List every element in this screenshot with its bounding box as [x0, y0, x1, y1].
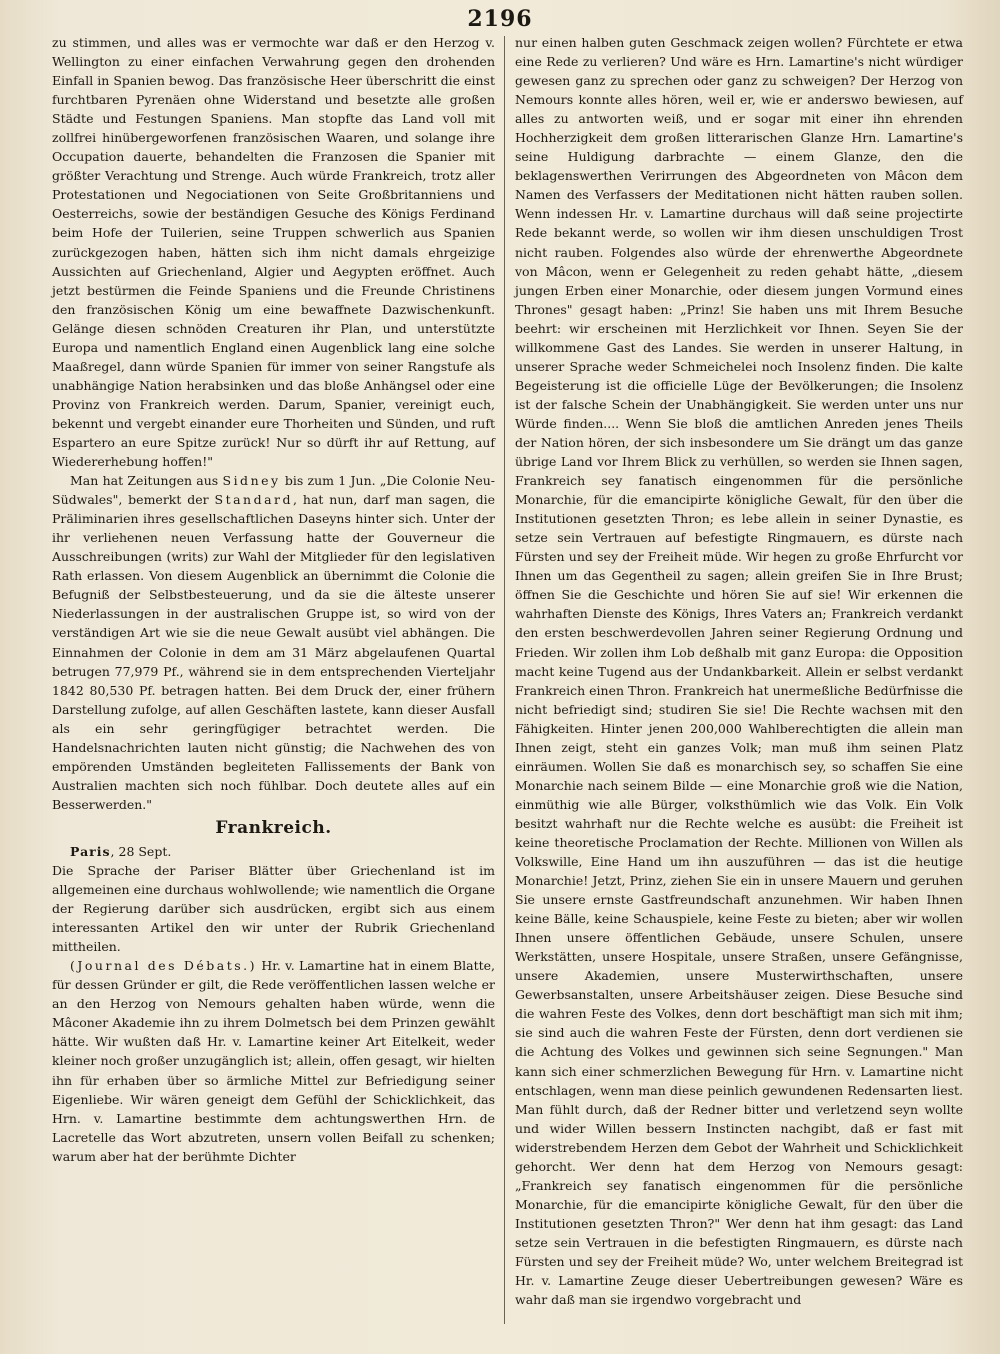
column-divider	[504, 36, 505, 1324]
sydney-intro: Man hat Zeitungen aus	[70, 473, 223, 489]
dateline-place: Paris	[70, 843, 111, 859]
source-standard: Standard	[214, 492, 294, 508]
section-heading-frankreich: Frankreich.	[215, 817, 332, 838]
dateline-date: , 28 Sept.	[110, 843, 172, 859]
sydney-body: , hat nun, darf man sagen, die Präliminarien ihres gesellschaftlichen Daseyns hinter sich. Unter der ihr verliehenen neuen Verfassung hatte der Gouverneur die Ausschreibungen (writs) zur Wahl der Mitglieder für den legislativen Rath erlassen. Von diesem Augenblick an übernimmt die Colonie die Befugniß der Selbstbesteuerung, und da sie die älteste unserer Niederlassungen in der australischen Gruppe ist, so wird von der verständigen Art wie sie die neue Gewalt ausübt viel abhängen. Die Einnahmen der Colonie in dem am 31 März abgelaufenen Quartal betrugen 77,979 Pf., während sie in dem entsprechenden Vierteljahr 1842 80,530 Pf. betragen hatten. Bei dem Druck der, einer frühern Darstellung zufolge, auf allen Geschäften lastete, kann dieser Ausfall als ein sehr geringfügiger betrachtet werden. Die Handelsnachrichten lauten nicht günstig; die Nachwehen des von empörenden Umständen begleiteten Fallissements der Bank von Australien machten sich noch fühlbar. Doch deutete alles auf ein Besserwerden."	[52, 492, 495, 812]
source-journal-des-debats: (Journal des Débats.)	[70, 958, 258, 974]
article-greece-press: Die Sprache der Pariser Blätter über Griechenland ist im allgemeinen eine durchaus wohlwollende; wie namentlich die Organe der Regierung darüber sich ausdrücken, ergibt sich aus einem interessanten Artikel den wir unter der Rubrik Griechenland mittheilen.	[52, 863, 495, 955]
page-number: 2196	[467, 6, 533, 32]
article-sydney	[52, 471, 495, 814]
right-column	[515, 33, 963, 1326]
article-lamartine-continued: nur einen halben guten Geschmack zeigen wollen? Fürchtete er etwa eine Rede zu verlieren? Und wäre es Hrn. Lamartine's nicht würdiger gewesen ganz zu sprechen oder ganz zu schweigen? Der Herzog von Nemours konnte alles hören, weil er, wie er anderswo bewiesen, auf alles zu antworten weiß, und er sogar mit einer ihn ehrenden Hochherzigkeit dem großen litterarischen Glanze Hrn. Lamartine's seine Huldigung darbrachte — einem Glanze, den die beklagenswerthen Verirrungen des Abgeordneten von Mâcon dem Namen des Verfassers der Meditationen nicht hätten rauben sollen. Wenn indessen Hr. v. Lamartine durchaus will daß seine projectirte Rede bekannt werde, so wollen wir ihm diesen unschuldigen Trost nicht rauben. Folgendes also würde der ehrenwerthe Abgeordnete von Mâcon, wenn er Gelegenheit zu reden gehabt hätte, „diesem jungen Erben einer Monarchie, oder diesem jungen Vormund eines Thrones" gesagt haben: „Prinz! Sie haben uns mit Ihrem Besuche beehrt: wir erscheinen mit Herzlichkeit vor Ihnen. Seyen Sie der willkommene Gast des Landes. Sie werden in unserer Haltung, in unserer Sprache weder Schmeichelei noch Insolenz finden. Die kalte Begeisterung ist die officielle Lüge der Bevölkerungen; die Insolenz ist der falsche Schein der Unabhängigkeit. Sie werden unter uns nur Würde finden.... Wenn Sie bloß die amtlichen Anreden jenes Theils der Nation hören, der sich insbesondere um Sie drängt um das ganze übrige Land vor Ihrem Blick zu verhüllen, so werden sie Ihnen sagen, Frankreich sey fanatisch eingenommen für die persönliche Monarchie, für die emancipirte königliche Gewalt, für den über die Institutionen gesetzten Thron; es lebe allein in seiner Dynastie, es setze sein Vertrauen auf befestigte Ringmauern, es dürste nach Fürsten und sey der Freiheit müde. Wir hegen zu große Ehrfurcht vor Ihnen um das Gegentheil zu sagen; allein greifen Sie in Ihre Brust; öffnen Sie die Geschichte und hören Sie auf sie! Wir erkennen die wahrhaften Dienste des Königs, Ihres Vaters an; Frankreich verdankt den ersten beschwerdevollen Jahren seiner Regierung Ordnung und Frieden. Wir zollen ihm Lob deßhalb mit ganz Europa: die Opposition macht keine Tugend aus der Undankbarkeit. Allein er selbst verdankt Frankreich einen Thron. Frankreich hat unermeßliche Bedürfnisse die nicht befriedigt sind; studiren Sie sie! Die Rechte wachsen mit den Fähigkeiten. Hinter jenen 200,000 Wahlberechtigten die allein man Ihnen zeigt, steht ein ganzes Volk; man muß ihm seinen Platz einräumen. Wollen Sie daß es monarchisch sey, so schaffen Sie eine Monarchie nach seinem Bilde — eine Monarchie groß wie die Nation, einmüthig wie alle Bürger, volksthümlich wie das Volk. Ein Volk besitzt wahrhaft nur die Rechte welche es ausübt: die Freiheit ist keine theoretische Proclamation der Rechte. Millionen von Willen als Volkswille, Eine Hand um ihn auszuführen — das ist die heutige Monarchie! Jetzt, Prinz, ziehen Sie ein in unsere Mauern und geruhen Sie unsere ernste Gastfreundschaft anzunehmen. Wir haben Ihnen keine Bälle, keine Schauspiele, keine Feste zu bieten; aber wir wollen Ihnen unsere öffentlichen Gebäude, unsere Schulen, unsere Werkstätten, unsere Hospitale, unsere Straßen, unsere Gefängnisse, unsere Akademien, unsere Musterwirthschaften, unsere Gewerbsanstalten, unsere Arbeitshäuser zeigen. Diese Besuche sind die wahren Feste des Volkes, denn dort beschäftigt man sich mit ihm; sie sind auch die wahren Feste der Fürsten, denn dort verdienen sie die Achtung des Volkes und gewinnen sich seine Segnungen." Man kann sich einer schmerzlichen Bewegung für Hrn. v. Lamartine nicht entschlagen, wenn man diese peinlich gewundenen Redensarten liest. Man fühlt durch, daß der Redner bitter und verletzend seyn wollte und wider Willen bessern Instincten nachgibt, daß er fast mit widerstrebendem Herzen dem Gebot der Wahrheit und Schicklichkeit gehorcht. Wer denn hat dem Herzog von Nemours gesagt: „Frankreich sey fanatisch eingenommen für die persönliche Monarchie, für die emancipirte königliche Gewalt, für den über die Institutionen gesetzten Thron?" Wer denn hat ihm gesagt: das Land setze sein Vertrauen in die befestigten Ringmauern, es dürste nach Fürsten und sey der Freiheit müde? Wo, unter welchem Breitegrad ist Hr. v. Lamartine Zeuge dieser Uebertreibungen gewesen? Wäre es wahr daß man sie irgendwo vorgebracht und	[515, 35, 963, 1308]
article-lamartine	[52, 956, 495, 1166]
place-sidney: Sidney	[222, 473, 281, 489]
lamartine-body: Hr. v. Lamartine hat in einem Blatte, für dessen Gründer er gilt, die Rede veröffentlichen lassen welche er an den Herzog von Nemours gehalten haben würde, wenn die Mâconer Akademie ihn zu ihrem Dolmetsch bei dem Prinzen gewählt hätte. Wir wußten daß Hr. v. Lamartine keiner Art Eitelkeit, weder kleiner noch großer unzugänglich ist; allein, offen gesagt, wir hielten ihn für erhaben über so ärmliche Mittel zur Befriedigung seiner Eigenliebe. Wir wären geneigt dem Gefühl der Schicklichkeit, das Hrn. v. Lamartine bestimmte dem achtungswerthen Hrn. de Lacretelle das Wort abzutreten, unsern vollen Beifall zu schenken; warum aber hat der berühmte Dichter	[52, 958, 495, 1164]
dateline	[52, 842, 495, 861]
article-spain-ending: zu stimmen, und alles was er vermochte war daß er den Herzog v. Wellington zu einer einfachen Verwahrung gegen den drohenden Einfall in Spanien bewog. Das französische Heer überschritt die einst furchtbaren Pyrenäen ohne Widerstand und besetzte alle großen Städte und Festungen Spaniens. Man stopfte das Land voll mit zollfrei hinübergeworfenen französischen Waaren, und solange ihre Occupation dauerte, behandelten die Franzosen die Spanier mit größter Verachtung und Strenge. Auch würde Frankreich, trotz aller Protestationen und Negociationen von Seite Großbritanniens und Oesterreichs, sowie der beständigen Gesuche des Königs Ferdinand beim Hofe der Tuilerien, seine Truppen schwerlich aus Spanien zurückgezogen haben, hätten sich ihm nicht damals ehrgeizige Aussichten auf Griechenland, Algier und Aegypten eröffnet. Auch jetzt bestürmen die Feinde Spaniens und die Freunde Christinens den französischen König um eine bewaffnete Dazwischenkunft. Gelänge diesen schnöden Creaturen ihr Plan, und unterstützte Europa und namentlich England einen Augenblick lang eine solche Maaßregel, dann würde Spanien für immer von seiner Rangstufe als unabhängige Nation herabsinken und das bloße Anhängsel oder eine Provinz von Frankreich werden. Darum, Spanier, vereinigt euch, bekennt und vergebt einander eure Thorheiten und Sünden, und ruft Espartero an eure Spitze zurück! Nur so dürft ihr auf Rettung, auf Wiedererhebung hoffen!"	[52, 35, 495, 470]
left-column	[52, 33, 495, 1326]
sydney-mid: bis zum 1 Jun. „Die Colonie Neu-Südwales", bemerkt der	[52, 473, 495, 508]
